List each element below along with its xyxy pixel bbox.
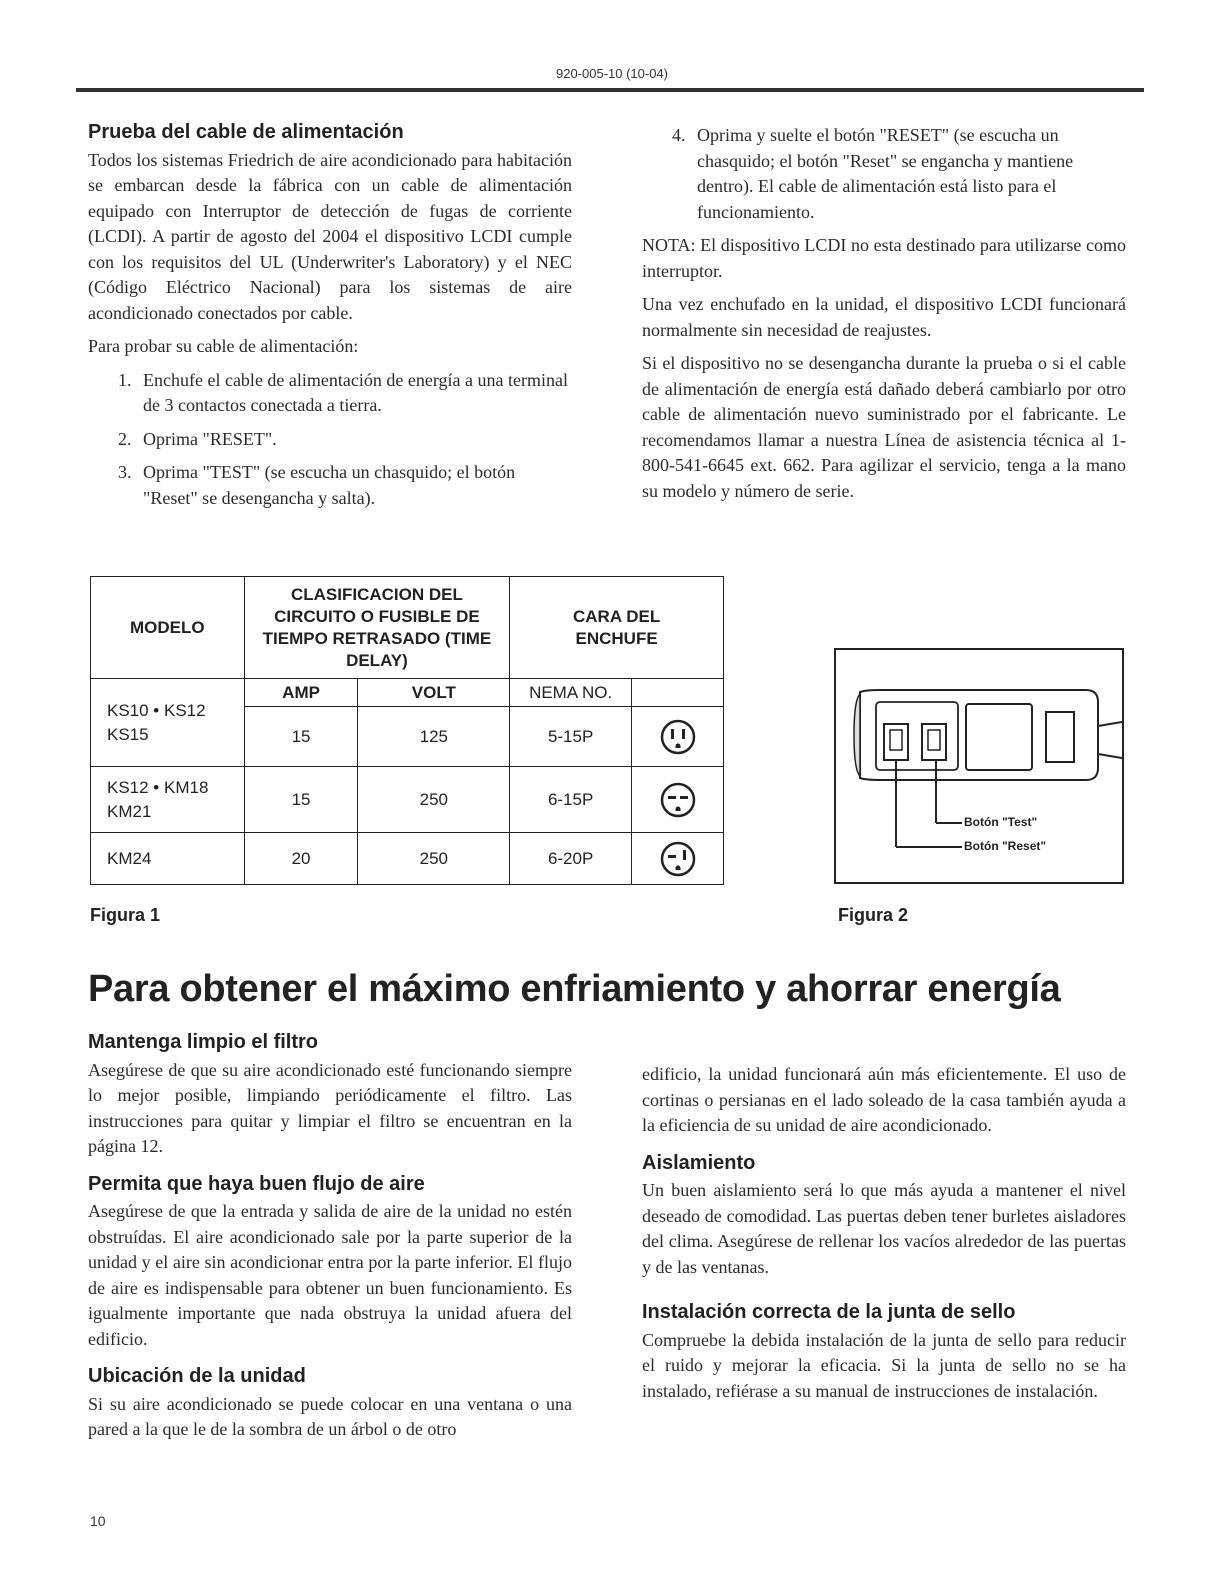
- reset-button-label: Botón "Reset": [964, 839, 1047, 853]
- list-item: 4. Oprima y suelte el botón "RESET" (se escucha un chasquido; el botón "Reset" se engancha y mantiene dentro). El cable de alimentación está listo para el funcionamiento.: [672, 125, 1074, 222]
- lcdi-replacement-text: Si el dispositivo no se desengancha durante la prueba o si el cable de alimentación de energía está dañado deberá cambiarlo por otro cable de alimentación nuevo suministrado por el fabricante. Le recomendamos llamar a nuestra Línea de asistencia técnica al 1-800-541-6645 ext. 662. Para agilizar el servicio, tenga a la mano su modelo y número de serie.: [642, 353, 1126, 501]
- lcdi-plug-diagram: [834, 648, 1124, 884]
- column-header-modelo: MODELO: [91, 577, 245, 679]
- test-steps-list-continued: [642, 123, 1126, 225]
- test-intro: Para probar su cable de alimentación:: [88, 336, 359, 356]
- heading-filter: Mantenga limpio el filtro: [88, 1031, 319, 1053]
- figure-2-label: Figura 2: [838, 905, 909, 925]
- power-cord-intro: Todos los sistemas Friedrich de aire acondicionado para habitación se embarcan desde la fábrica con un cable de alimentación equipado con Interruptor de detección de fugas de corriente (LCDI). A partir de agosto del 2004 el dispositivo LCDI cumple con los requisitos del UL (Underwriter's Laboratory) y el NEC (Código Eléctrico Nacional) para los sistemas de aire acondicionado conectados por cable.: [88, 149, 572, 323]
- heading-insulation: Aislamiento: [642, 1151, 756, 1174]
- table-cell-nema: 6-15P: [510, 767, 632, 833]
- column-header-plug-face: CARA DEL ENCHUFE: [510, 577, 724, 679]
- column-header-rating: CLASIFICACION DEL CIRCUITO O FUSIBLE DE TIEMPO RETRASADO (TIME DELAY): [244, 577, 510, 679]
- location-text: Si su aire acondicionado se puede colocar en una ventana o una pared a la que le de la sombra de un árbol o de otro: [88, 1393, 572, 1439]
- plug-spec-table: [90, 576, 724, 885]
- filter-text: Asegúrese de que su aire acondicionado esté funcionando siempre lo mejor posible, limpiando periódicamente el filtro. Las instrucciones para quitar y limpiar el filtro se encuentran en la página 12.: [88, 1059, 572, 1156]
- figure-1-label: Figura 1: [90, 905, 161, 925]
- table-cell-model: KS12 • KM18 KM21: [91, 767, 245, 833]
- heading-airflow: Permita que haya buen flujo de aire: [88, 1172, 425, 1195]
- list-item: 1. Enchufe el cable de alimentación de energía a una terminal de 3 contactos conectada a tierra.: [118, 369, 568, 415]
- table-cell-nema: 6-20P: [510, 833, 632, 885]
- test-button-label: Botón "Test": [964, 815, 1038, 829]
- power-cord-test-continued: [642, 123, 1126, 512]
- 6-15p-plug-icon: [632, 767, 724, 833]
- subheader-nema: NEMA NO.: [510, 679, 632, 707]
- subheader-amp: AMP: [244, 679, 358, 707]
- lcdi-operation-text: Una vez enchufado en la unidad, el dispositivo LCDI funcionará normalmente sin necesidad de reajustes.: [642, 294, 1126, 340]
- header-rule: [76, 88, 1144, 92]
- location-text-continued: edificio, la unidad funcionará aún más eficientemente. El uso de cortinas o persianas en el lado soleado de la casa también ayuda a la eficiencia de su unidad de aire acondicionado.: [642, 1064, 1126, 1135]
- insulation-text: Un buen aislamiento será lo que más ayuda a mantener el nivel deseado de comodidad. Las puertas deben tener burletes aisladores del clima. Asegúrese de rellenar los vacíos alrededor de las puertas y de las ventanas.: [642, 1180, 1126, 1277]
- table-cell-model: KM24: [91, 833, 245, 885]
- subheader-volt: VOLT: [358, 679, 510, 707]
- test-steps-list: [88, 368, 572, 512]
- document-code: 920-005-10 (10-04): [555, 66, 669, 81]
- table-cell-model: KS10 • KS12 KS15: [91, 679, 245, 767]
- cooling-tips-left-column: [88, 1030, 572, 1451]
- lcdi-note: NOTA: El dispositivo LCDI no esta destinado para utilizarse como interruptor.: [642, 235, 1126, 281]
- list-item: 2. Oprima "RESET".: [118, 428, 277, 449]
- page-number: 10: [90, 1513, 106, 1529]
- section-heading-power-cord-test: Prueba del cable de alimentación: [88, 121, 404, 143]
- seal-text: Compruebe la debida instalación de la junta de sello para reducir el ruido y mejorar la eficacia. Si la junta de sello no se ha instalado, refiérase a su manual de instrucciones de instalación.: [642, 1329, 1126, 1401]
- table-cell-volt: 125: [358, 707, 510, 767]
- table-cell-amp: 20: [244, 833, 358, 885]
- 6-20p-plug-icon: [632, 833, 724, 885]
- table-cell-amp: 15: [244, 707, 358, 767]
- table-cell-volt: 250: [358, 767, 510, 833]
- power-cord-test-section: [88, 120, 572, 519]
- airflow-text: Asegúrese de que la entrada y salida de aire de la unidad no estén obstruídas. El aire acondicionado sale por la parte superior de la unidad y el aire sin acondicionar entra por la parte inferior. El flujo de aire es indispensable para obtener un buen funcionamiento. Es igualmente importante que nada obstruya la unidad afuera del edificio.: [88, 1201, 572, 1349]
- subheader-blank: [632, 679, 724, 707]
- heading-location: Ubicación de la unidad: [88, 1365, 306, 1387]
- 5-15p-plug-icon: [632, 707, 724, 767]
- cooling-tips-right-column: [642, 1062, 1126, 1412]
- table-cell-nema: 5-15P: [510, 707, 632, 767]
- list-item: 3. Oprima "TEST" (se escucha un chasquido; el botón "Reset" se desengancha y salta).: [118, 462, 516, 508]
- table-cell-volt: 250: [358, 833, 510, 885]
- table-cell-amp: 15: [244, 767, 358, 833]
- heading-seal: Instalación correcta de la junta de sello: [642, 1301, 1016, 1323]
- page-section-title: Para obtener el máximo enfriamiento y ahorrar energía: [88, 968, 1061, 1010]
